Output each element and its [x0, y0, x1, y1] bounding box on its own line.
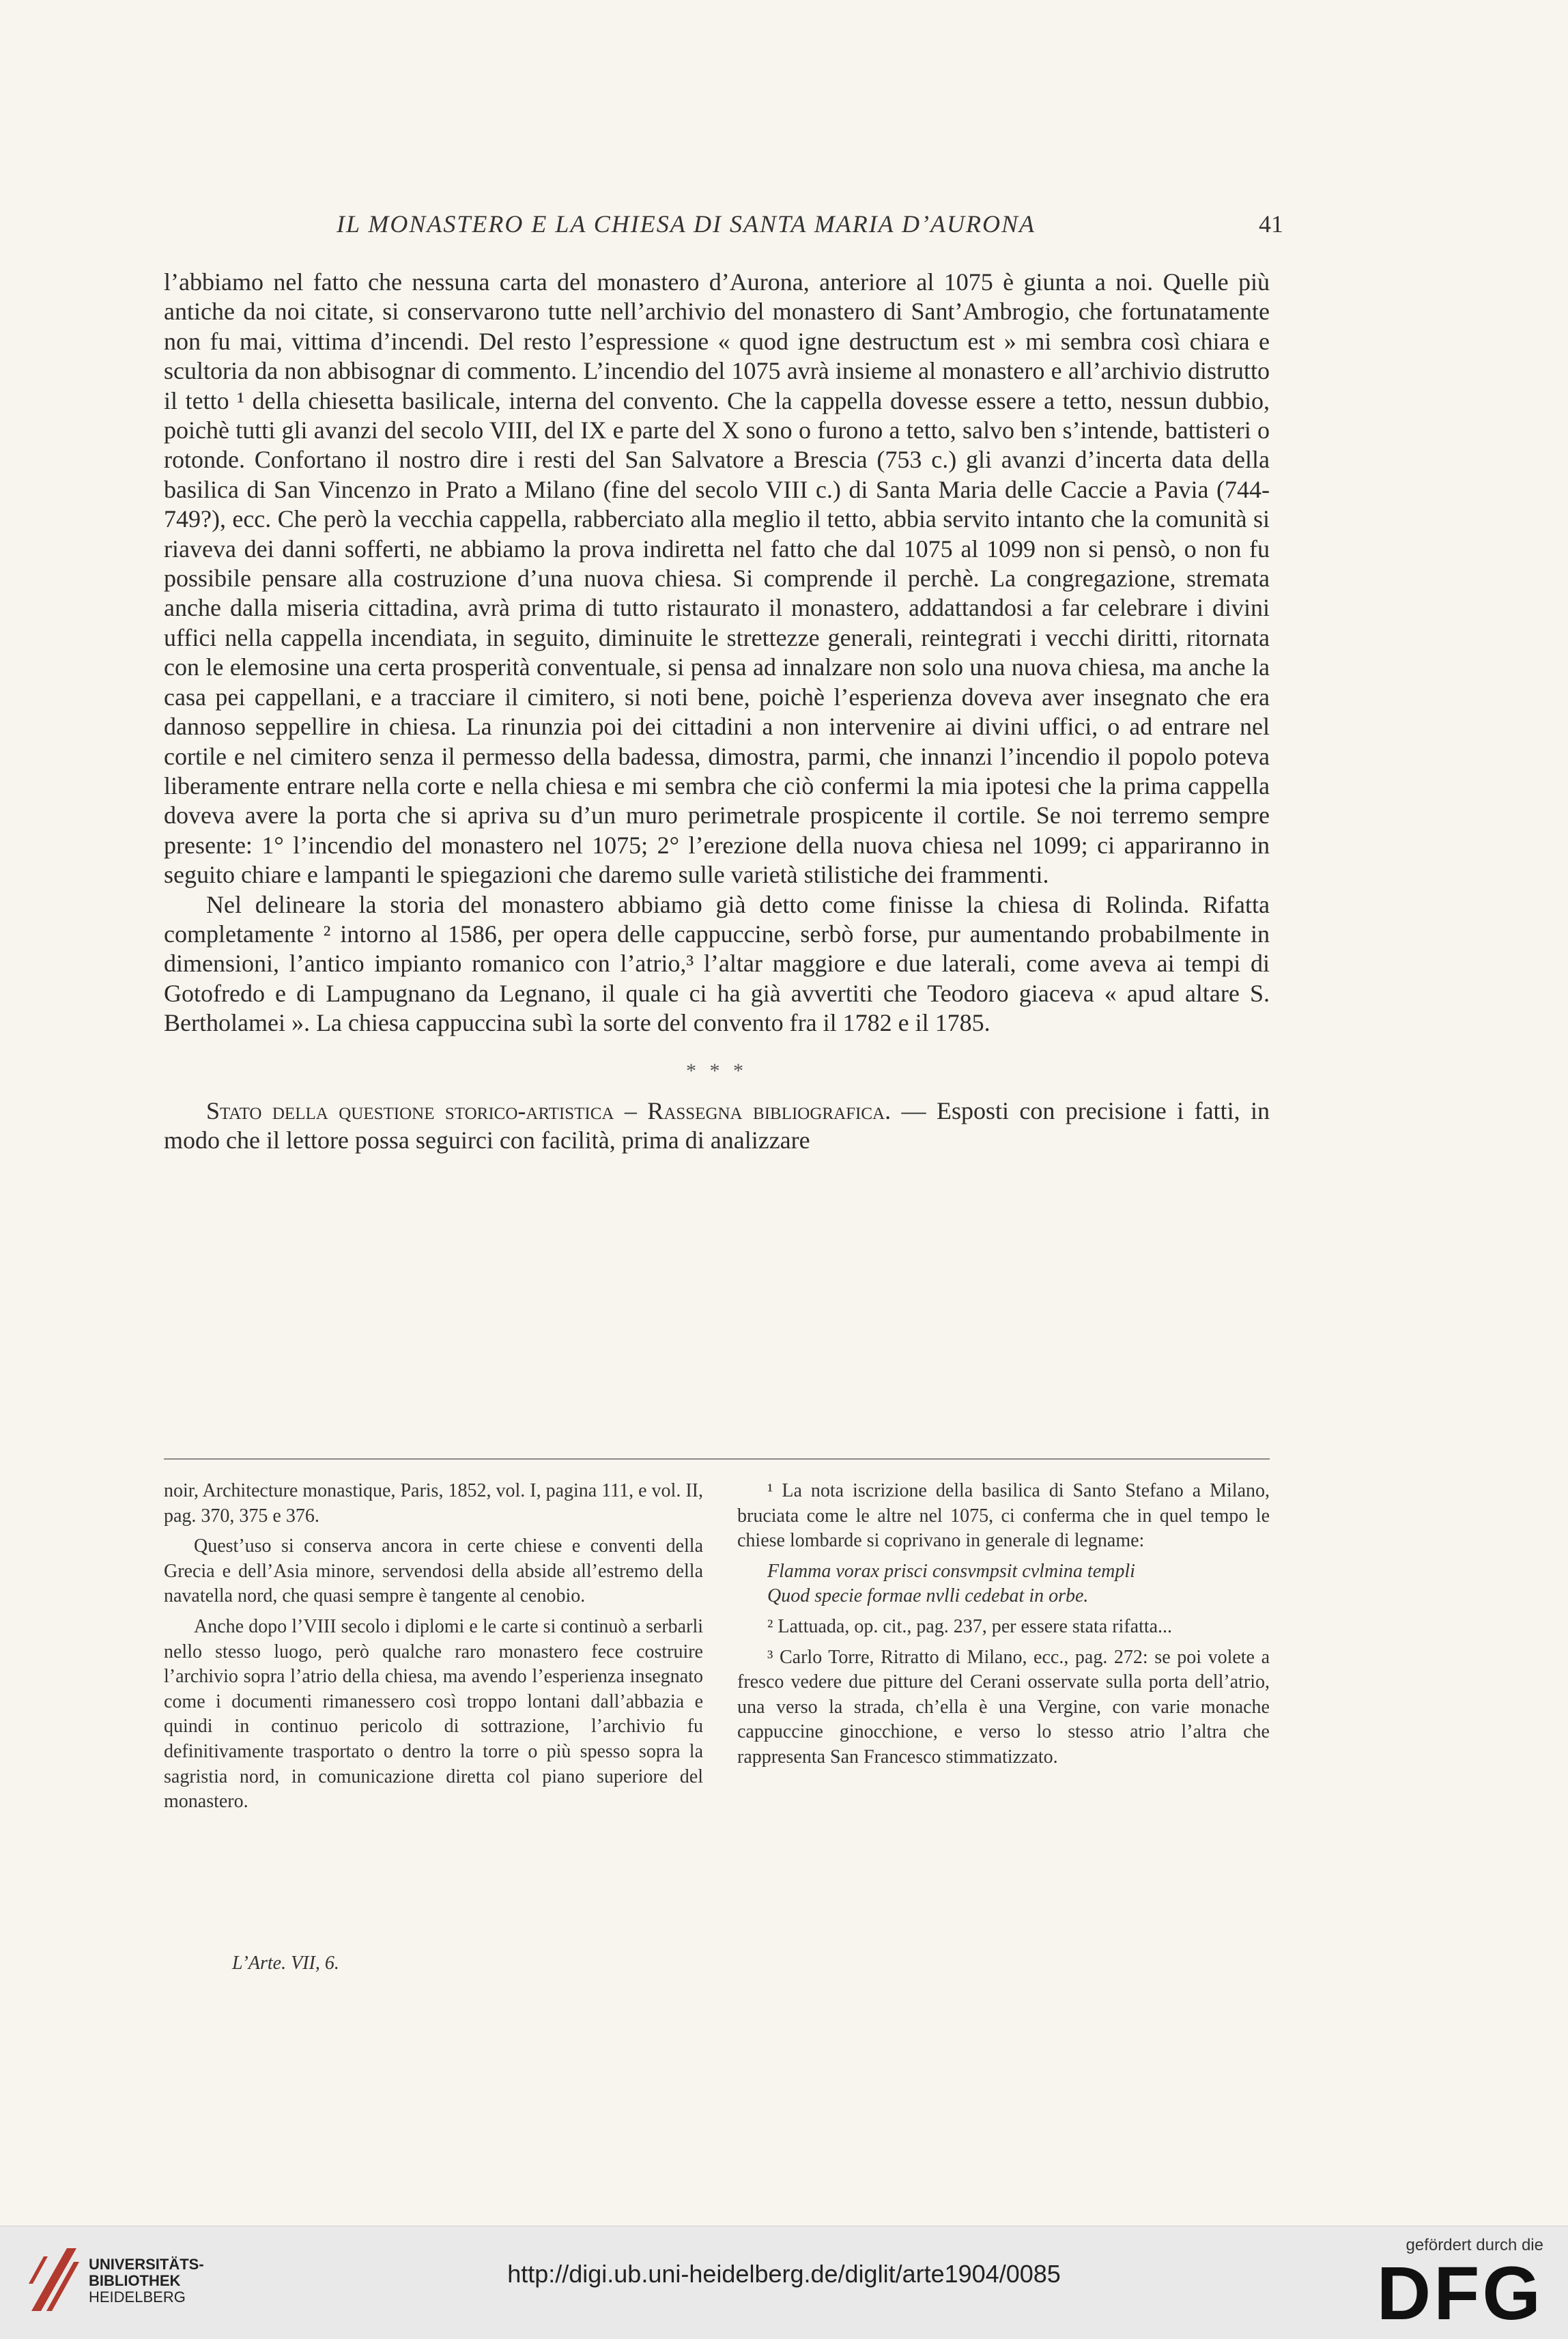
signature-line: L’Arte. VII, 6.	[232, 1953, 339, 1974]
footnote-left-1: noir, Architecture monastique, Paris, 1852, vol. I, pagina 111, e vol. II, pag. 370, 375 e 376.	[164, 1480, 703, 1527]
footnote-1: ¹ La nota iscrizione della basilica di Santo Stefano a Milano, bruciata come le altre nel 1075, ci conferma che in quel tempo le chiese lombarde si coprivano in generale di legname:	[737, 1480, 1270, 1552]
paragraph-2: Nel delineare la storia del monastero abbiamo già detto come finisse la chiesa di Rolinda. Rifatta completamente ² intorno al 1586, per opera delle cappuccine, serbò forse, pur aumentando probabilmente in dimensioni, l’antico impianto romanico con l’atrio,³ l’altar maggiore e due laterali, come aveva ai tempi di Gotofredo e di Lampugnano da Legnano, il quale ci ha già avvertiti che Teodoro giaceva « apud altare S. Bertholamei ». La chiesa cappuccina subì la sorte del convento fra il 1782 e il 1785.	[164, 890, 1270, 1037]
footnotes-left-column	[164, 1479, 703, 1815]
funded-by-label: gefördert durch die	[1406, 2236, 1543, 2254]
paragraph-1: l’abbiamo nel fatto che nessuna carta del monastero d’Aurona, anteriore al 1075 è giunta a noi. Quelle più antiche da noi citate, si conservarono tutte nell’archivio del monastero di Sant’Ambrogio, che fortunatamente non fu mai, vittima d’incendi. Del resto l’espressione « quod igne destructum est » mi sembra così chiara e scultoria da non abbisognar di commento. L’incendio del 1075 avrà insieme al monastero e all’archivio distrutto il tetto ¹ della chiesetta basilicale, interna del convento. Che la cappella dovesse essere a tetto, nessun dubbio, poichè tutti gli avanzi del secolo VIII, del IX e parte del X sono o furono a tetto, salvo ben s’intende, battisteri o rotonde. Confortano il nostro dire i resti del San Salvatore a Brescia (753 c.) gli avanzi d’incerta data della basilica di San Vincenzo in Prato a Milano (fine del secolo VIII c.) di Santa Maria delle Caccie a Pavia (744-749?), ecc. Che però la vecchia cappella, rabberciato alla meglio il tetto, abbia servito intanto che la comunità si riaveva dei danni sofferti, ne abbiamo la prova indiretta nel fatto che dal 1075 al 1099 non si pensò, o non fu possibile pensare alla costruzione d’una nuova chiesa. Si comprende il perchè. La congregazione, stremata anche dalla miseria cittadina, avrà prima di tutto ristaurato il monastero, addattandosi a far celebrare i divini uffici nella cappella incendiata, in seguito, diminuite le strettezze generali, reintegrati i vecchi diritti, ritornata con le elemosine una certa prosperità conventuale, si pensa ad innalzare non solo una nuova chiesa, ma anche la casa pei cappellani, e a tracciare il cimitero, si noti bene, poichè l’esperienza doveva aver insegnato che era dannoso seppellire in chiesa. La rinunzia poi dei cittadini a non intervenire ai divini uffici, o ad entrare nel cortile e nel cimitero senza il permesso della badessa, dimostra, parmi, che innanzi l’incendio il popolo poteva liberamente entrare nella corte e nella chiesa e mi sembra che ciò confermi la mia ipotesi che la prima cappella doveva avere la porta che si apriva su d’un muro perimetrale prospicente il cortile. Se noi terremo sempre presente: 1° l’incendio del monastero nel 1075; 2° l’erezione della nuova chiesa nel 1099; ci appariranno in seguito chiare e lampanti le spiegazioni che daremo sulle varietà stilistiche dei frammenti.	[164, 268, 1270, 889]
footnote-rule	[164, 1458, 1270, 1460]
footnote-verse-1: Flamma vorax prisci consvmpsit cvlmina templi	[767, 1560, 1135, 1582]
footnote-3: ³ Carlo Torre, Ritratto di Milano, ecc., pag. 272: se poi volete a fresco vedere due pitture del Cerani osservate sulla porta dell’atrio, una verso la strada, ch’ella è una Vergine, con varie monache cappuccine ginocchione, e verso lo stesso atrio l’altra che rappresenta San Francesco stimmatizzato.	[737, 1646, 1270, 1768]
paragraph-3-text: — Esposti con precisione i fatti, in modo che il lettore possa seguirci con facilità, prima di analizzare	[164, 1096, 1270, 1154]
paragraph-3	[164, 1096, 1270, 1156]
library-name-line-1: UNIVERSITÄTS-	[89, 2256, 204, 2273]
dfg-logo[interactable]: DFG	[1376, 2252, 1543, 2336]
running-head	[164, 210, 1283, 251]
section-separator: * * *	[686, 1059, 747, 1082]
running-title: IL MONASTERO E LA CHIESA DI SANTA MARIA D’AURONA	[337, 210, 1036, 238]
permalink-url[interactable]: http://digi.ub.uni-heidelberg.de/diglit/arte1904/0085	[507, 2260, 1061, 2288]
section-heading: Stato della questione storico-artistica – Rassegna bibliografica.	[206, 1096, 892, 1124]
library-name-line-3: HEIDELBERG	[89, 2288, 186, 2306]
page-number: 41	[1259, 210, 1283, 238]
footnote-2: ² Lattuada, op. cit., pag. 237, per essere stata rifatta...	[767, 1615, 1173, 1637]
footnote-left-3: Anche dopo l’VIII secolo i diplomi e le carte si continuò a serbarli nello stesso luogo, però qualche raro monastero fece costruire l’archivio sopra l’atrio della chiesa, ma avendo l’esperienza insegnato come i documenti rimanessero così troppo lontani dall’abbazia e quindi in continuo pericolo di sottrazione, l’archivio fu definitivamente trasportato o dentro la torre o più spesso sopra la sagristia nord, in comunicazione diretta col piano superiore del monastero.	[164, 1615, 703, 1813]
body-text	[164, 268, 1270, 1156]
footnote-left-2: Quest’uso si conserva ancora in certe chiese e conventi della Grecia e dell’Asia minore, servendosi della abside all’estremo della navatella nord, che quasi sempre è tangente al cenobio.	[164, 1535, 703, 1607]
library-name-line-2: BIBLIOTHEK	[89, 2272, 181, 2289]
footnotes-right-column	[737, 1479, 1270, 1770]
footnote-verse-2: Quod specie formae nvlli cedebat in orbe.	[767, 1585, 1089, 1607]
